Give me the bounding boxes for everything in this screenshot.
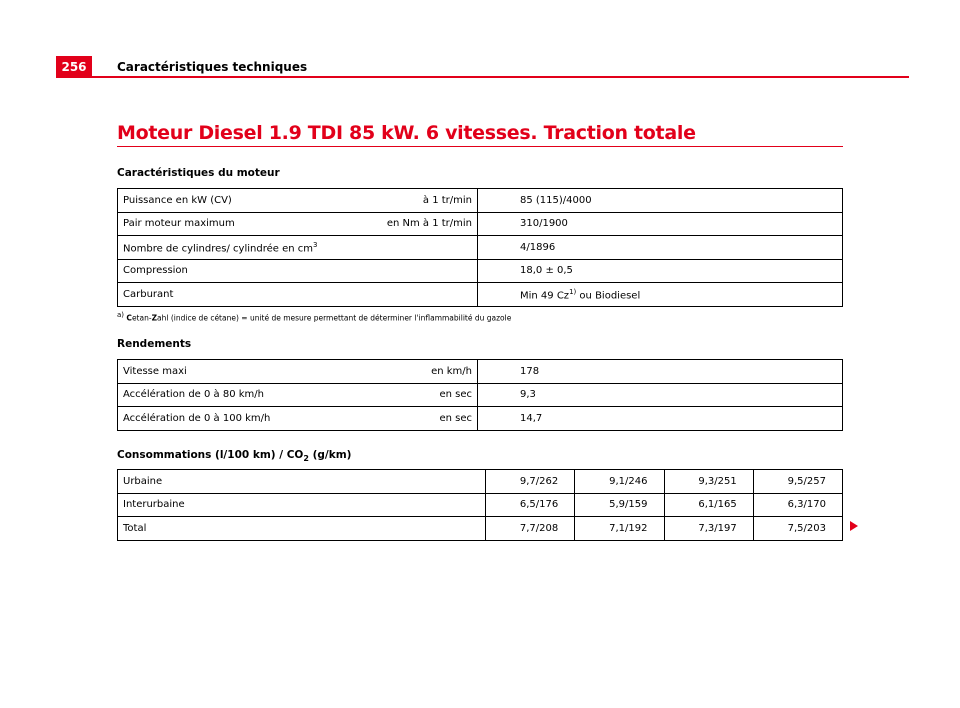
- performance-heading: Rendements: [117, 338, 192, 350]
- table-cell-label: Puissance en kW (CV) à 1 tr/min: [118, 189, 478, 213]
- section-header-title: Caractéristiques techniques: [117, 60, 308, 74]
- table-cell-label: Urbaine: [118, 470, 486, 494]
- table-cell-value: 9,1/246: [575, 470, 664, 494]
- table-cell-value: 18,0 ± 0,5: [478, 259, 843, 283]
- header-divider: [56, 76, 909, 78]
- consumption-heading: Consommations (l/100 $km) / CO_2$ (g/km): [117, 449, 352, 464]
- table-row: [118, 470, 843, 494]
- table-cell-value: 9,5/257: [753, 470, 842, 494]
- performance-table: [117, 359, 843, 431]
- consumption-table: [117, 469, 843, 541]
- table-cell-label: Accélération de 0 à 100 km/h en sec: [118, 407, 478, 431]
- table-cell-label: Vitesse maxi en km/h: [118, 360, 478, 384]
- table-row: [118, 212, 843, 236]
- table-row: [118, 517, 843, 541]
- table-cell-label: Accélération de 0 à 80 km/h en sec: [118, 383, 478, 407]
- table-cell-label: Interurbaine: [118, 493, 486, 517]
- table-cell-value: Min 49 Cz$^{1)}$ ou Biodiesel: [478, 283, 843, 307]
- table-cell-value: 310/1900: [478, 212, 843, 236]
- engine-table: [117, 188, 843, 307]
- table-cell-value: 14,7: [478, 407, 843, 431]
- table-cell-value: 6,3/170: [753, 493, 842, 517]
- table-cell-value: 178: [478, 360, 843, 384]
- table-row: [118, 283, 843, 307]
- table-cell-label: Carburant: [118, 283, 478, 307]
- table-cell-label: Compression: [118, 259, 478, 283]
- table-cell-value: 6,5/176: [486, 493, 575, 517]
- footnote: $^{a)}$ Cetan-Zahl (indice de cétane) = unité de mesure permettant de déterminer l'inflammabilité du gazole: [117, 311, 512, 323]
- table-row: [118, 236, 843, 260]
- page-title: Moteur Diesel 1.9 TDI 85 kW. 6 vitesses. Traction totale: [117, 122, 696, 144]
- table-row: [118, 189, 843, 213]
- continue-arrow-icon[interactable]: [850, 521, 858, 531]
- table-cell-value: 7,7/208: [486, 517, 575, 541]
- table-cell-value: 7,5/203: [753, 517, 842, 541]
- table-cell-label: Pair moteur maximum en Nm à 1 tr/min: [118, 212, 478, 236]
- table-row: [118, 493, 843, 517]
- table-cell-value: 9,3/251: [664, 470, 753, 494]
- table-cell-label: Nombre de cylindres/ cylindrée en $cm^3$: [118, 236, 478, 260]
- table-cell-value: 5,9/159: [575, 493, 664, 517]
- table-row: [118, 383, 843, 407]
- table-cell-value: 4/1896: [478, 236, 843, 260]
- table-cell-value: 9,7/262: [486, 470, 575, 494]
- table-cell-label: Total: [118, 517, 486, 541]
- title-divider: [117, 146, 843, 147]
- table-row: [118, 360, 843, 384]
- table-cell-value: 6,1/165: [664, 493, 753, 517]
- table-cell-value: 9,3: [478, 383, 843, 407]
- table-cell-value: 7,3/197: [664, 517, 753, 541]
- page-number: 256: [56, 56, 92, 77]
- table-row: [118, 407, 843, 431]
- table-row: [118, 259, 843, 283]
- table-cell-value: 7,1/192: [575, 517, 664, 541]
- table-cell-value: 85 (115)/4000: [478, 189, 843, 213]
- engine-heading: Caractéristiques du moteur: [117, 167, 280, 179]
